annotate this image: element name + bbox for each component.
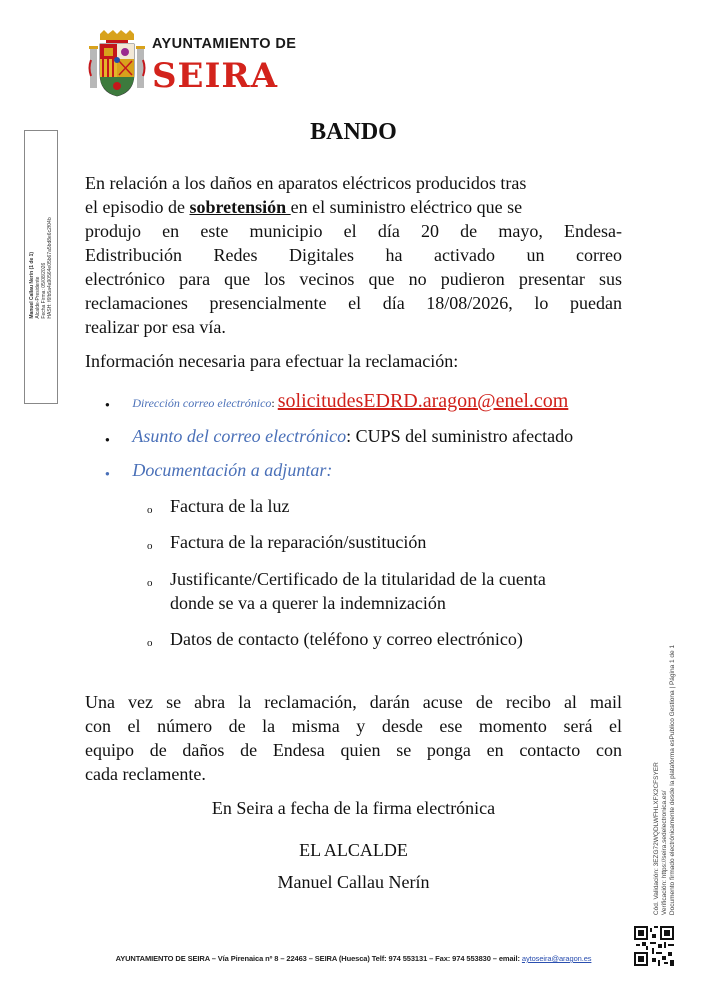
circle-bullet-icon: o [147, 577, 153, 589]
circle-bullet-icon: o [147, 504, 153, 516]
signature-role: Alcalde-Presidente [35, 276, 41, 319]
signer-name: Manuel Callau Nerín [277, 872, 430, 892]
footer-address-text: AYUNTAMIENTO DE SEIRA – Vía Pirenaica nº 8 – 22463 – SEIRA (Huesca) Telf: 974 553131 – Fax: 974 553830 – email: [115, 954, 522, 963]
signature-hash: HASH: f6fb5a4a90564e05b67a5bd8e6c2f04b [47, 217, 53, 319]
intro-line: produjo en este municipio el día 20 de mayo, Endesa- [85, 221, 622, 241]
closing-line: equipo de daños de Endesa quien se ponga en contacto con [85, 740, 622, 760]
closing-line: con el número de la misma y desde ese momento será el [85, 716, 622, 736]
bullet-email: ● Dirección correo electrónico: solicitudesEDRD.aragon@enel.com [105, 390, 569, 412]
intro-bold-word: sobretensión [189, 197, 291, 217]
docs-label: Documentación a adjuntar: [132, 460, 333, 480]
subject-value: CUPS del suministro afectado [355, 426, 574, 446]
verification-text [653, 645, 677, 915]
bullet-icon: ● [105, 469, 110, 478]
intro-line: En relación a los daños en aparatos eléctricos producidos tras [85, 173, 527, 193]
document-title: BANDO [310, 119, 397, 145]
org-name: SEIRA [152, 56, 279, 96]
signature-date: Fecha Firma: 05/08/2026 [41, 262, 47, 319]
circle-bullet-icon: o [147, 540, 153, 552]
bullet-icon: ● [105, 435, 110, 444]
closing-line: cada reclamente. [85, 764, 206, 784]
closing-line: Una vez se abra la reclamación, darán acuse de recibo al mail [85, 692, 622, 712]
footer-address [0, 954, 707, 963]
intro-line: realizar por esa vía. [85, 317, 226, 337]
intro-text-before: el episodio de [85, 197, 190, 217]
bullet-docs [105, 458, 332, 486]
org-header-line: AYUNTAMIENTO DE [152, 36, 297, 52]
circle-bullet-icon: o [147, 637, 153, 649]
bullet-icon: ● [105, 400, 110, 409]
verification-url: Verificación: https://seira.sedelectronica.es/ [661, 790, 668, 916]
intro-line: reclamaciones presencialmente el día 18/08/2026, lo puedan [85, 293, 622, 313]
intro-line: electrónico para que los vecinos que no pudieron presentar sus [85, 269, 622, 289]
intro-line-with-bold [85, 195, 622, 219]
bullet-subject: ● Asunto del correo electrónico: CUPS del suministro afectado [105, 426, 574, 446]
place-date: En Seira a fecha de la firma electrónica [211, 798, 496, 818]
signature-signer: Manuel Callau Nerín (1 de 1) [29, 251, 35, 319]
info-heading: Información necesaria para efectuar la reclamación: [85, 351, 459, 371]
verification-code: Cód. Validación: 3EZG72WQDLWFHLXFX2CFSYER [653, 762, 660, 916]
email-link[interactable]: solicitudesEDRD.aragon@enel.com [277, 390, 569, 412]
intro-line: Edistribución Redes Digitales ha activado un correo [85, 245, 622, 265]
footer-email-link[interactable]: aytoseira@aragon.es [521, 954, 592, 963]
subject-label: Asunto del correo electrónico [132, 426, 347, 446]
coat-of-arms-icon [88, 30, 146, 98]
email-label: Dirección correo electrónico [132, 396, 272, 410]
signature-stamp-text [29, 217, 53, 318]
signer-role: EL ALCALDE [299, 840, 408, 860]
intro-text-after: en el suministro eléctrico que se [290, 197, 523, 217]
verification-platform: Documento firmado electrónicamente desde la plataforma esPublico Gestiona | Página 1 de 1 [669, 644, 676, 916]
